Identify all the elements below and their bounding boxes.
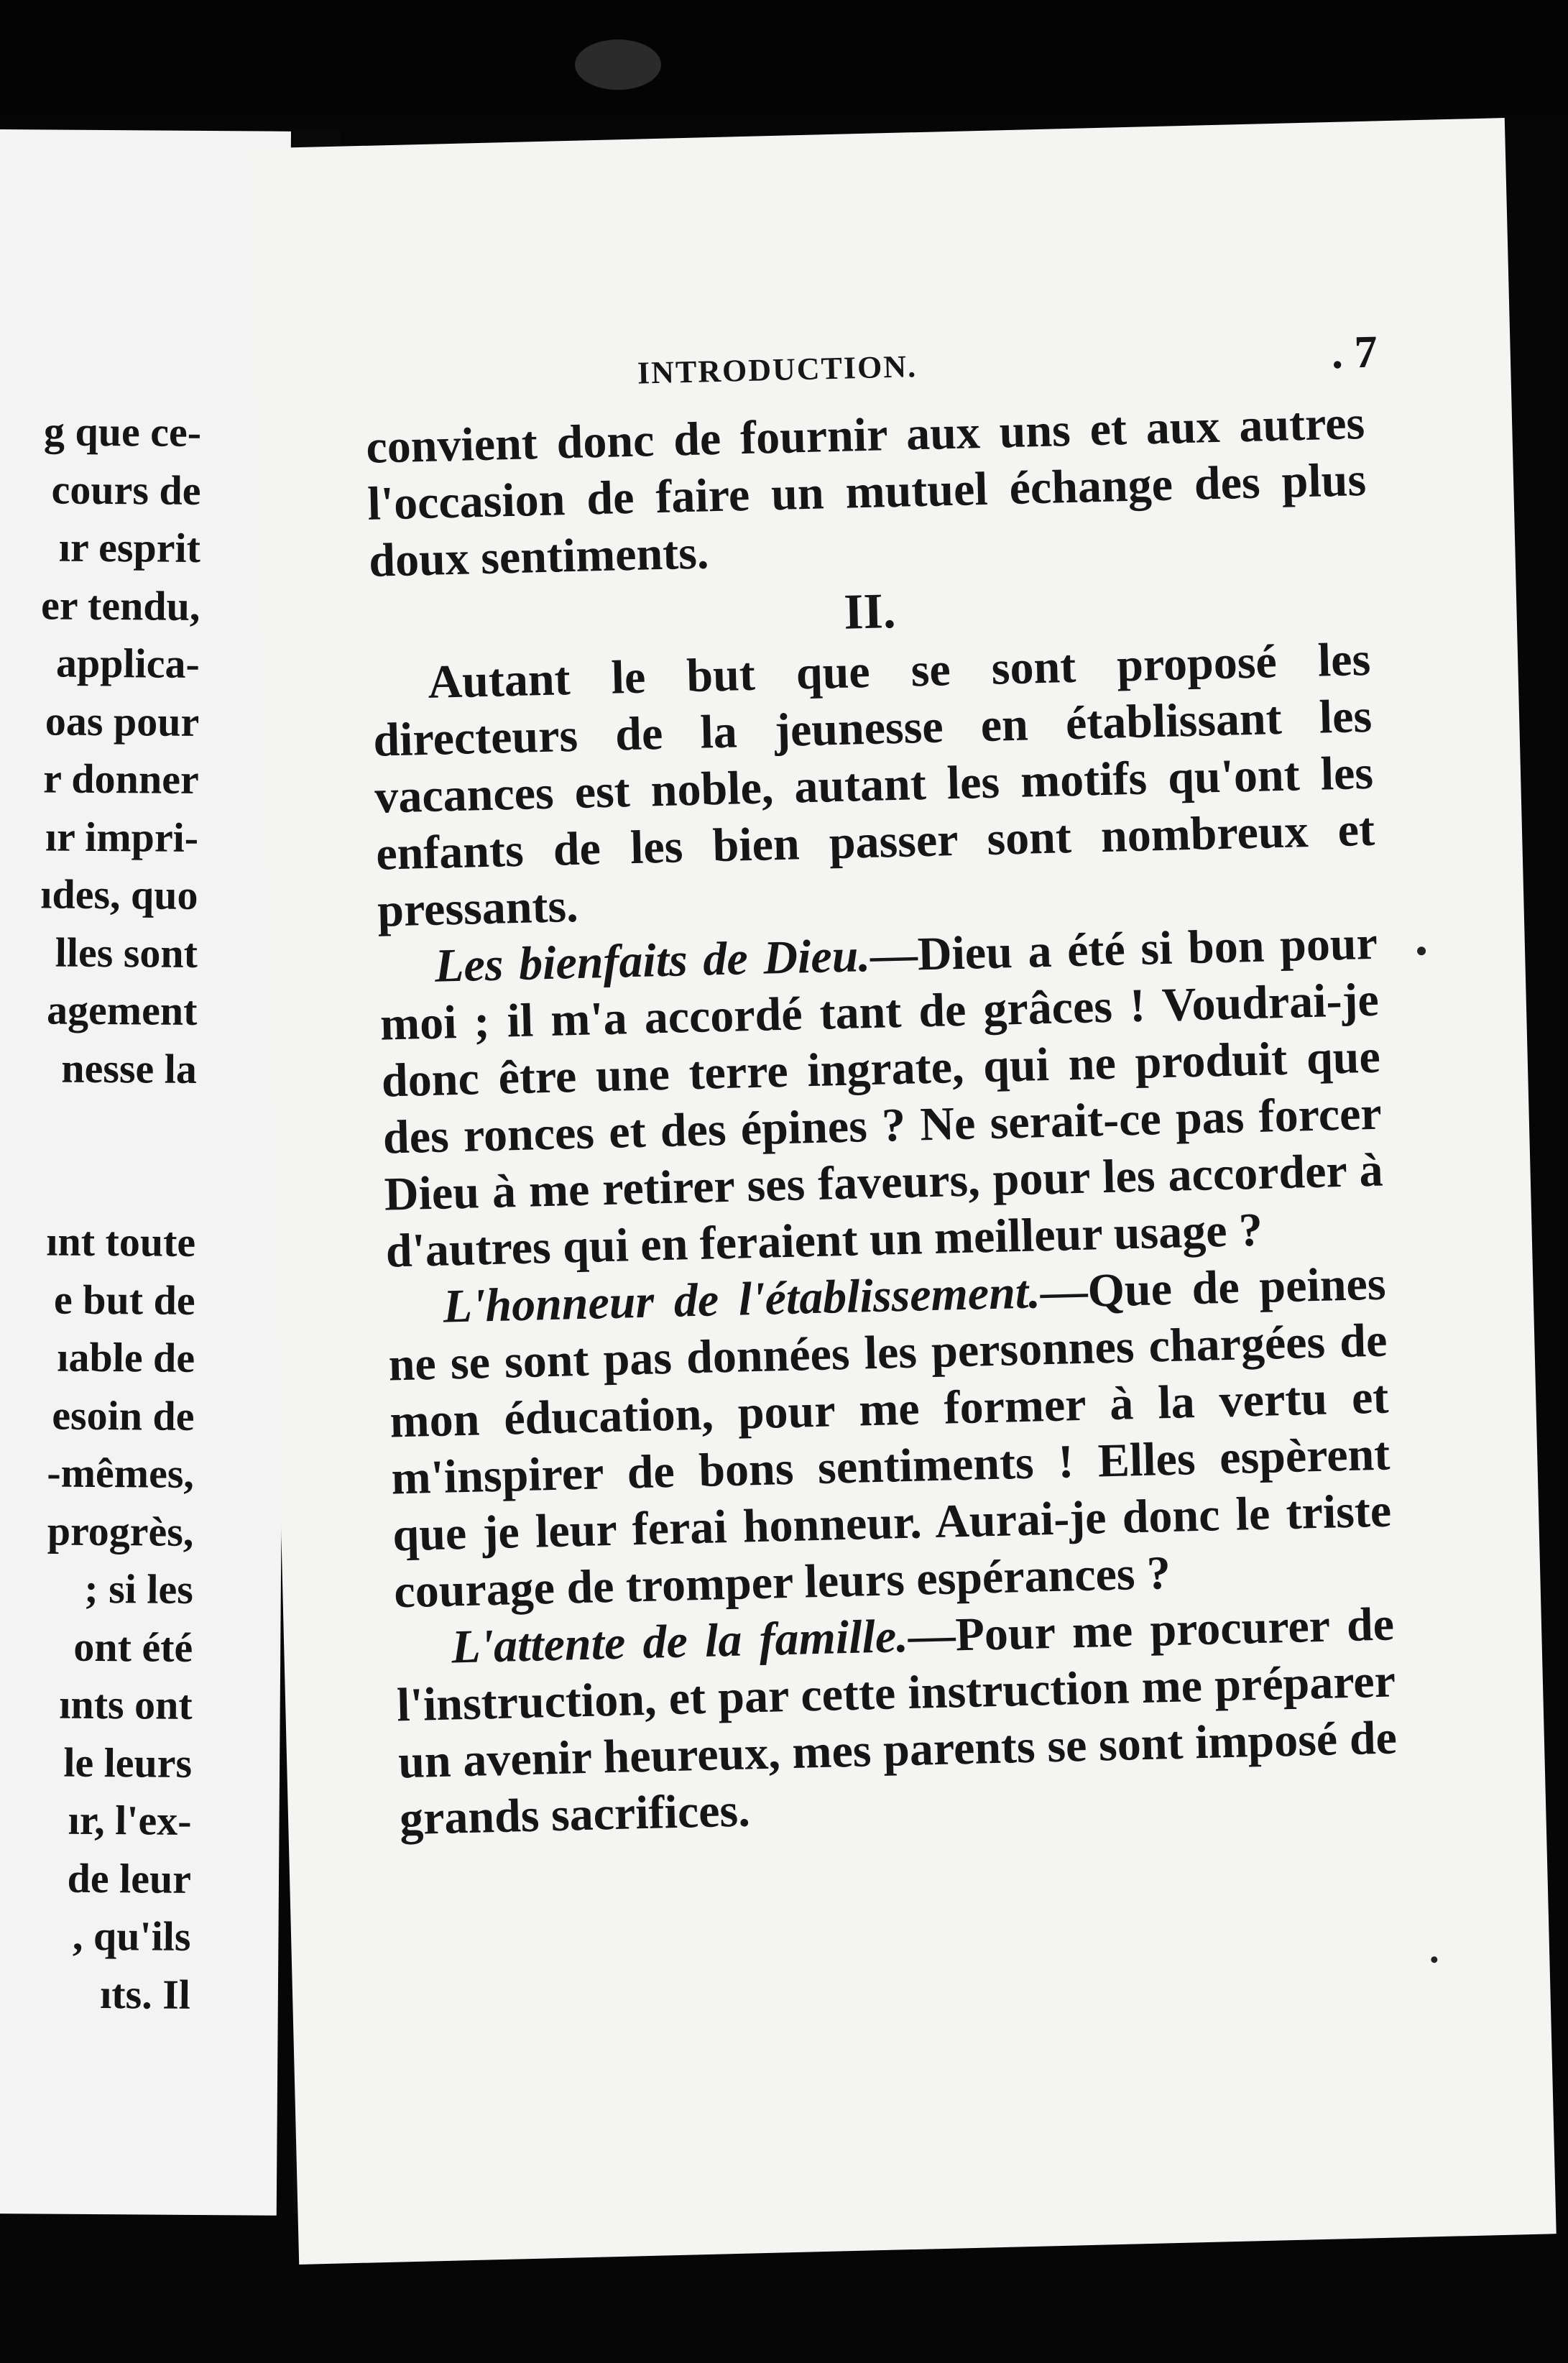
left-page-line: ıts. Il — [99, 1970, 191, 2018]
left-page-line: ont été — [73, 1623, 193, 1671]
section-number: II. — [843, 583, 897, 640]
page-text-block — [364, 326, 1398, 1847]
left-page-line: g que ce- — [43, 407, 202, 456]
paragraph-heading-famille: L'attente de la famille. — [451, 1609, 909, 1674]
left-page-line: , qu'ils — [72, 1912, 191, 1960]
paragraph-bienfaits — [378, 915, 1385, 1280]
left-page-line: ır impri- — [45, 812, 199, 861]
opening-paragraph: convient donc de fournir aux uns et aux autres l'occasion de faire un mutuel échange des plus doux sentiments. — [365, 396, 1367, 587]
paragraph-body-honneur: —Que de peines ne se sont pas données les personnes chargées de mon éducation, pour me former à la vertu et m'inspirer de bons sentiments ! Elles espèrent que je leur ferai honneur. Aurai-je donc le triste courage de tromper leurs espérances ? — [387, 1257, 1392, 1618]
left-page-line: ır, l'ex- — [68, 1796, 192, 1844]
left-page-line: -mêmes, — [47, 1449, 195, 1497]
right-main-page — [247, 118, 1556, 2265]
left-page-line: oas pour — [45, 696, 200, 745]
left-page-line: cours de — [51, 466, 201, 514]
left-page-line — [0, 1096, 197, 1156]
left-page-line: ır esprit — [58, 523, 201, 571]
paragraph-honneur — [387, 1256, 1393, 1621]
left-page-line: er tendu, — [40, 581, 200, 630]
left-page-line: e but de — [53, 1276, 195, 1324]
left-page-line: ınts ont — [59, 1680, 193, 1728]
left-page-line: agement — [46, 986, 198, 1034]
left-page-line — [0, 1154, 196, 1214]
left-page-line: ; si les — [84, 1565, 194, 1613]
left-page-line: esoin de — [52, 1391, 195, 1440]
left-page-text-fragments — [0, 402, 201, 2024]
ink-speck — [1417, 946, 1426, 955]
ink-speck — [1431, 1956, 1437, 1963]
left-page-line: applica- — [55, 639, 200, 687]
page-number: . 7 — [1330, 326, 1378, 379]
left-page-line: ıable de — [57, 1333, 195, 1381]
paragraph-body-bienfaits: —Dieu a été si bon pour moi ; il m'a accordé tant de grâces ! Voudrai-je donc être une terre ingrate, qui ne produit que des ronces et des épines ? Ne serait-ce pas forcer Dieu à me retirer ses faveurs, pour les accorder à d'autres qui en feraient un meilleur usage ? — [379, 916, 1384, 1278]
paragraph-heading-bienfaits: Les bienfaits de Dieu. — [434, 929, 871, 992]
left-page-line: le leurs — [63, 1738, 193, 1787]
running-title: INTRODUCTION. — [637, 349, 918, 391]
left-page-line: nesse la — [61, 1044, 198, 1092]
left-page-line: ıdes, quo — [40, 870, 198, 918]
paragraph-heading-honneur: L'honneur de l'établissement. — [442, 1266, 1041, 1333]
page-edge-smudge — [575, 40, 661, 90]
left-page-line: de leur — [67, 1854, 192, 1902]
paragraph-vacances: Autant le but que se sont proposé les directeurs de la jeunesse en établissant les vacances est noble, autant les motifs qu'ont les enfants de les bien passer sont nombreux et pressants. — [372, 632, 1375, 937]
left-page-line: lles sont — [55, 929, 198, 977]
left-page-line: progrès, — [47, 1507, 194, 1555]
top-edge-shadow — [0, 0, 1568, 115]
paragraph-famille — [395, 1595, 1398, 1847]
left-page-line: ınt toute — [46, 1217, 196, 1266]
left-page-line: r donner — [43, 755, 199, 803]
left-facing-page — [0, 129, 291, 2216]
paragraph-body-famille: —Pour me procurer de l'instruction, et par cette instruction me préparer un avenir heureux, mes parents se sont imposé de grands sacrifices. — [396, 1598, 1398, 1846]
